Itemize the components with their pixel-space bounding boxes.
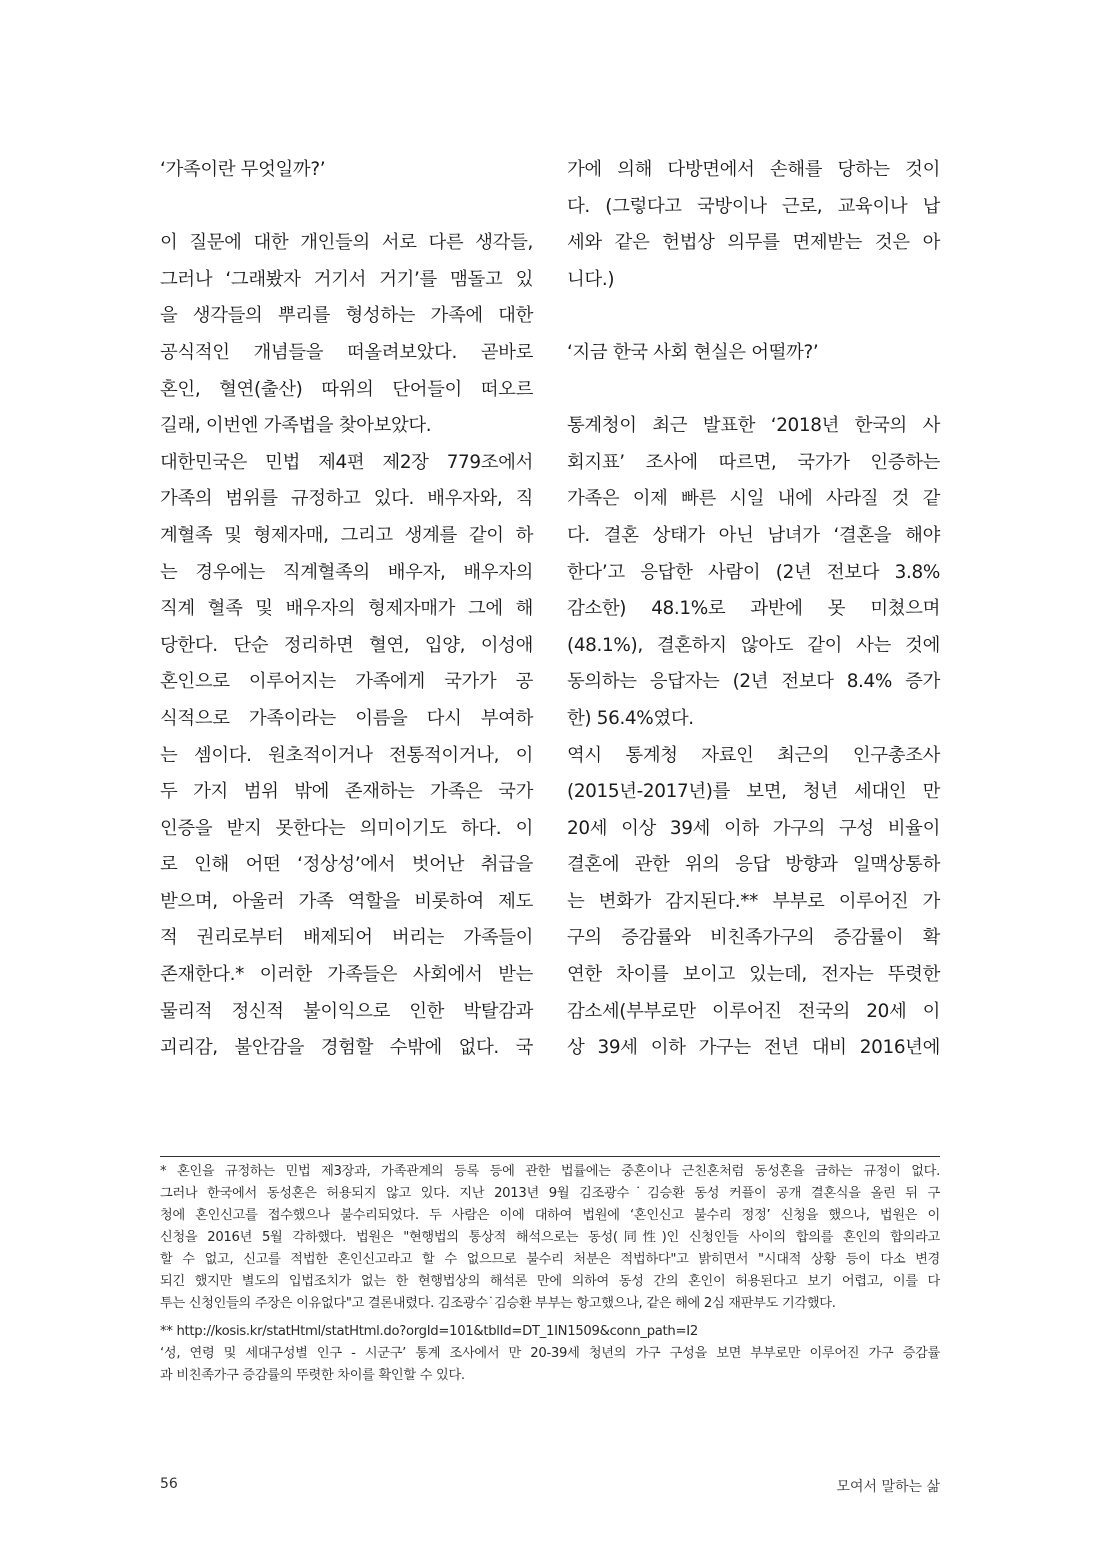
body-text-line: 한) 56.4%였다. (567, 707, 694, 729)
footnote-line: 투는 신청인들의 주장은 이유없다"고 결론내렸다. 김조광수˙김승환 부부는 항고했으나, 같은 해에 2심 재판부도 기각했다. (160, 1296, 836, 1311)
blank-line (567, 372, 940, 409)
body-text-line: 물리적 정신적 불이익으로 인한 박탈감과 (160, 1000, 533, 1022)
body-text-line: 길래, 이번엔 가족법을 찾아보았다. (160, 415, 432, 437)
body-text-line: 두 가지 범위 밖에 존재하는 가족은 국가 (160, 781, 533, 803)
body-text-line: 세와 같은 헌법상 의무를 면제받는 것은 아 (567, 232, 940, 254)
body-text-line: 다. 결혼 상태가 아닌 남녀가 ‘결혼을 해야 (567, 524, 940, 546)
left-column (160, 152, 533, 1067)
body-text-line: (48.1%), 결혼하지 않아도 같이 사는 것에 (567, 634, 940, 656)
body-text-line: 존재한다.* 이러한 가족들은 사회에서 받는 (160, 964, 533, 986)
blank-line (160, 189, 533, 226)
body-text-line: 는 셈이다. 원초적이거나 전통적이거나, 이 (160, 744, 533, 766)
running-title: 모여서 말하는 삶 (836, 1479, 940, 1495)
body-text-line: 다. (그렇다고 국방이나 근로, 교육이나 납 (567, 195, 940, 217)
footnote-line: 청에 혼인신고를 접수했으나 불수리되었다. 두 사람은 이에 대하여 법원에 ‘혼인신고 불수리 정정’ 신청을 했으나, 법원은 이 (160, 1208, 940, 1223)
footnote-source-url[interactable]: ** http://kosis.kr/statHtml/statHtml.do?orgId=101&tblId=DT_1IN1509&conn_path=I2 (160, 1324, 698, 1339)
body-text-line: 적 권리로부터 배제되어 버리는 가족들이 (160, 927, 533, 949)
footnote-line: * 혼인을 규정하는 민법 제3장과, 가족관계의 등록 등에 관한 법률에는 중혼이나 근친혼처럼 동성혼을 금하는 규정이 없다. (160, 1164, 940, 1179)
body-text-line: 직계 혈족 및 배우자의 형제자매가 그에 해 (160, 598, 533, 620)
body-text-line: 역시 통계청 자료인 최근의 인구총조사 (567, 744, 940, 766)
body-text-line: 는 경우에는 직계혈족의 배우자, 배우자의 (160, 561, 533, 583)
body-text-line: 가족의 범위를 규정하고 있다. 배우자와, 직 (160, 488, 533, 510)
body-text-line: 감소한) 48.1%로 과반에 못 미쳤으며 (567, 598, 940, 620)
footnote-line: 그러나 한국에서 동성혼은 허용되지 않고 있다. 지난 2013년 9월 김조광수˙김승환 동성 커플이 공개 결혼식을 올린 뒤 구 (160, 1186, 940, 1201)
footnote-2 (160, 1321, 940, 1387)
body-text-line: 가족은 이제 빠른 시일 내에 사라질 것 같 (567, 488, 940, 510)
body-text-line: 가에 의해 다방면에서 손해를 당하는 것이 (567, 159, 940, 180)
body-text-line: 대한민국은 민법 제4편 제2장 779조에서 (160, 451, 533, 473)
body-text-line: 혼인, 혈연(출산) 따위의 단어들이 떠오르 (160, 378, 533, 400)
body-text-line: 감소세(부부로만 이루어진 전국의 20세 이 (567, 1000, 940, 1022)
body-text-line: 당한다. 단순 정리하면 혈연, 입양, 이성애 (160, 634, 533, 656)
body-text-line: 공식적인 개념들을 떠올려보았다. 곧바로 (160, 341, 533, 363)
body-text-line: 그러나 ‘그래봤자 거기서 거기’를 맴돌고 있 (160, 268, 533, 290)
body-text-line: 연한 차이를 보이고 있는데, 전자는 뚜렷한 (567, 964, 940, 986)
footnote-divider (160, 1156, 940, 1157)
body-text-line: 로 인해 어떤 ‘정상성’에서 벗어난 취급을 (160, 854, 533, 876)
body-text-line: 이 질문에 대한 개인들의 서로 다른 생각들, (160, 232, 533, 254)
body-text-line: 니다.) (567, 268, 615, 290)
footnote-line: ‘성, 연령 및 세대구성별 인구 - 시군구’ 통계 조사에서 만 20-39세 청년의 가구 구성을 보면 부부로만 이루어진 가구 증감률 (160, 1346, 940, 1361)
body-text-line: 한다’고 응답한 사람이 (2년 전보다 3.8% (567, 561, 940, 583)
body-text-line: 괴리감, 불안감을 경험할 수밖에 없다. 국 (160, 1037, 533, 1059)
right-column (567, 152, 940, 1067)
footnote-line: 할 수 없고, 신고를 적법한 혼인신고라고 할 수 없으므로 불수리 처분은 적법하다"고 밝히면서 "시대적 상황 등이 다소 변경 (160, 1252, 940, 1267)
body-text-line: 식적으로 가족이라는 이름을 다시 부여하 (160, 707, 533, 729)
body-text-line: 는 변화가 감지된다.** 부부로 이루어진 가 (567, 890, 940, 912)
footnote-1 (160, 1161, 940, 1315)
footnotes (160, 1161, 940, 1387)
body-text-line: 통계청이 최근 발표한 ‘2018년 한국의 사 (567, 415, 940, 437)
body-text-line: 받으며, 아울러 가족 역할을 비롯하여 제도 (160, 890, 533, 912)
section-heading: ‘가족이란 무엇일까?’ (160, 159, 326, 180)
body-text-line: 계혈족 및 형제자매, 그리고 생계를 같이 하 (160, 524, 533, 546)
body-text-line: 20세 이상 39세 이하 가구의 구성 비율이 (567, 817, 940, 839)
page-number: 56 (160, 1476, 178, 1492)
blank-line (567, 298, 940, 335)
body-text-line: 을 생각들의 뿌리를 형성하는 가족에 대한 (160, 305, 533, 327)
body-text-line: 동의하는 응답자는 (2년 전보다 8.4% 증가 (567, 671, 940, 693)
body-text-line: (2015년-2017년)를 보면, 청년 세대인 만 (567, 781, 940, 803)
body-text-line: 상 39세 이하 가구는 전년 대비 2016년에 (567, 1037, 940, 1059)
footnote-line: 되긴 했지만 별도의 입법조치가 없는 한 현행법상의 해석론 만에 의하여 동성 간의 혼인이 허용된다고 보기 어렵고, 이를 다 (160, 1274, 940, 1289)
body-text-line: 구의 증감률와 비친족가구의 증감률이 확 (567, 927, 940, 949)
body-text-line: 인증을 받지 못한다는 의미이기도 하다. 이 (160, 817, 533, 839)
body-text-line: 결혼에 관한 위의 응답 방향과 일맥상통하 (567, 854, 940, 876)
footnote-line: 과 비친족가구 증감률의 뚜렷한 차이를 확인할 수 있다. (160, 1368, 465, 1383)
body-text-line: 혼인으로 이루어지는 가족에게 국가가 공 (160, 671, 533, 693)
footnote-line: 신청을 2016년 5월 각하했다. 법원은 "현행법의 통상적 해석으로는 동성(同性)인 신청인들 사이의 합의를 혼인의 합의라고 (160, 1230, 940, 1245)
body-text-line: 회지표’ 조사에 따르면, 국가가 인증하는 (567, 451, 940, 473)
section-heading: ‘지금 한국 사회 현실은 어떨까?’ (567, 341, 819, 363)
